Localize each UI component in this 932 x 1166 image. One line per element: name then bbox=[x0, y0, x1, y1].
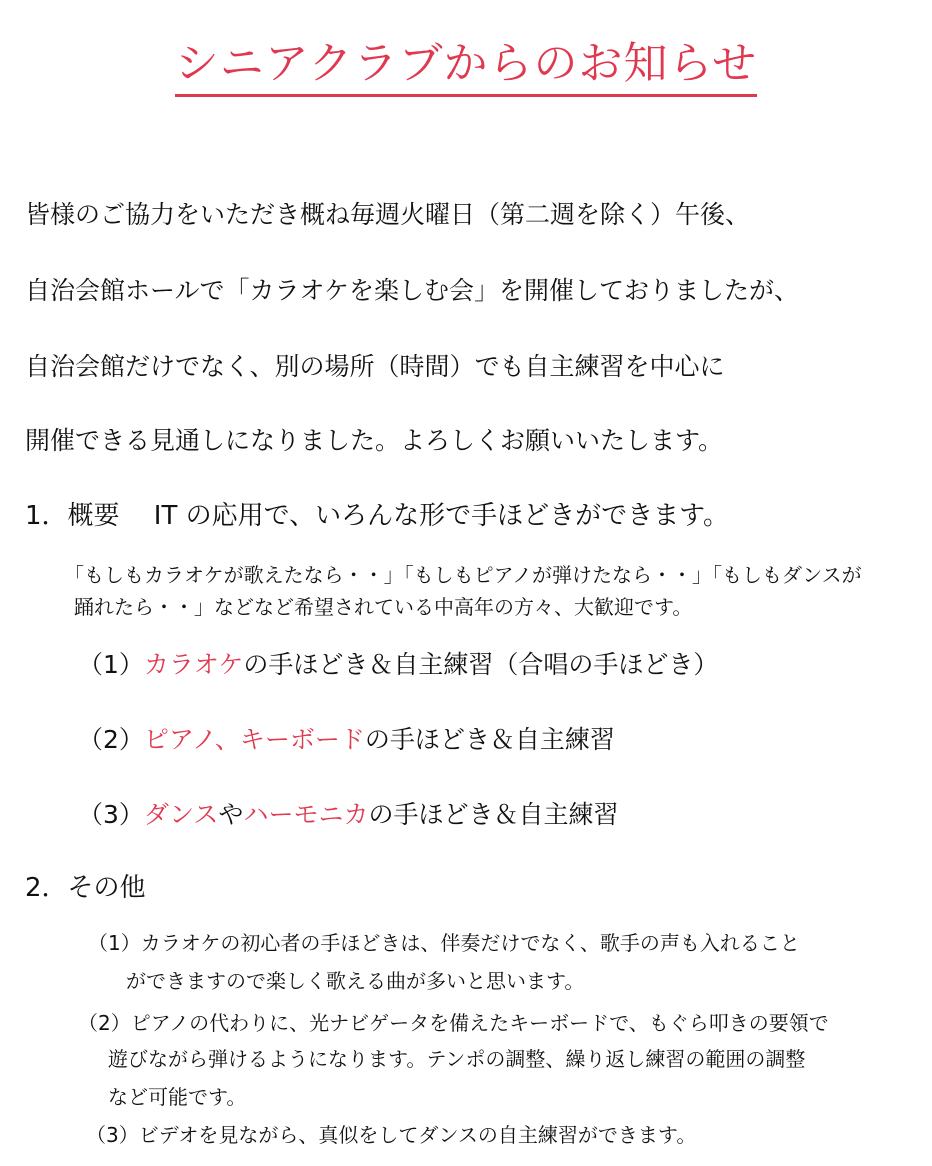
page-title bbox=[0, 36, 932, 97]
section2-heading: 2．その他 bbox=[25, 873, 146, 903]
section1-item-piano bbox=[78, 723, 615, 757]
item-text: の手ほどき＆自主練習 bbox=[364, 725, 615, 754]
section1-item-karaoke bbox=[78, 648, 718, 682]
note-text: できますので楽しく歌える曲が多いと思います。 bbox=[146, 969, 585, 993]
section1-item-dance bbox=[78, 798, 618, 832]
section2-note: 遊びながら弾けるようになります。テンポの調整、繰り返し練習の範囲の調整 bbox=[108, 1047, 806, 1071]
section1-quote-line: 踊れたら・・」などなど希望されている中高年の方々、大歓迎です。 bbox=[74, 595, 693, 619]
item-number: （3） bbox=[78, 800, 144, 829]
page-title-text: シニアクラブからのお知らせ bbox=[175, 36, 757, 97]
item-text: の手ほどき＆自主練習 bbox=[368, 800, 619, 829]
intro-line: 開催できる見通しになりました。よろしくお願いいたします。 bbox=[25, 426, 724, 455]
section2-note: （1）カラオケの初心者の手ほどきは、伴奏だけでなく、歌手の声も入れること bbox=[88, 931, 800, 955]
section1-quote-line: 「もしもカラオケが歌えたなら・・」「もしもピアノが弾けたなら・・」「もしもダンスが bbox=[64, 563, 862, 587]
section1-heading: 1．概要 IT の応用で、いろんな形で手ほどきができます。 bbox=[25, 501, 730, 531]
note-prefix: が bbox=[126, 969, 146, 993]
intro-line: 自治会館ホールで「カラオケを楽しむ会」を開催しておりましたが、 bbox=[25, 276, 800, 305]
section2-note: （2）ピアノの代わりに、光ナビゲータを備えたキーボードで、もぐら叩きの要領で bbox=[78, 1011, 829, 1035]
section2-note: など可能です。 bbox=[108, 1085, 247, 1109]
item-highlight: カラオケ bbox=[143, 650, 244, 679]
item-number: （1） bbox=[78, 650, 144, 679]
item-highlight: ハーモニカ bbox=[243, 800, 369, 829]
item-number: （2） bbox=[78, 725, 144, 754]
intro-line: 自治会館だけでなく、別の場所（時間）でも自主練習を中心に bbox=[25, 352, 725, 381]
item-text: や bbox=[218, 800, 244, 829]
section2-note: （3）ビデオを見ながら、真似をしてダンスの自主練習ができます。 bbox=[86, 1123, 697, 1147]
item-highlight: ダンス bbox=[143, 800, 219, 829]
item-text: の手ほどき＆自主練習（合唱の手ほどき） bbox=[243, 650, 719, 679]
intro-line: 皆様のご協力をいただき概ね毎週火曜日（第二週を除く）午後、 bbox=[25, 200, 751, 229]
item-highlight: ピアノ、キーボード bbox=[143, 725, 365, 754]
section2-note bbox=[126, 966, 584, 996]
